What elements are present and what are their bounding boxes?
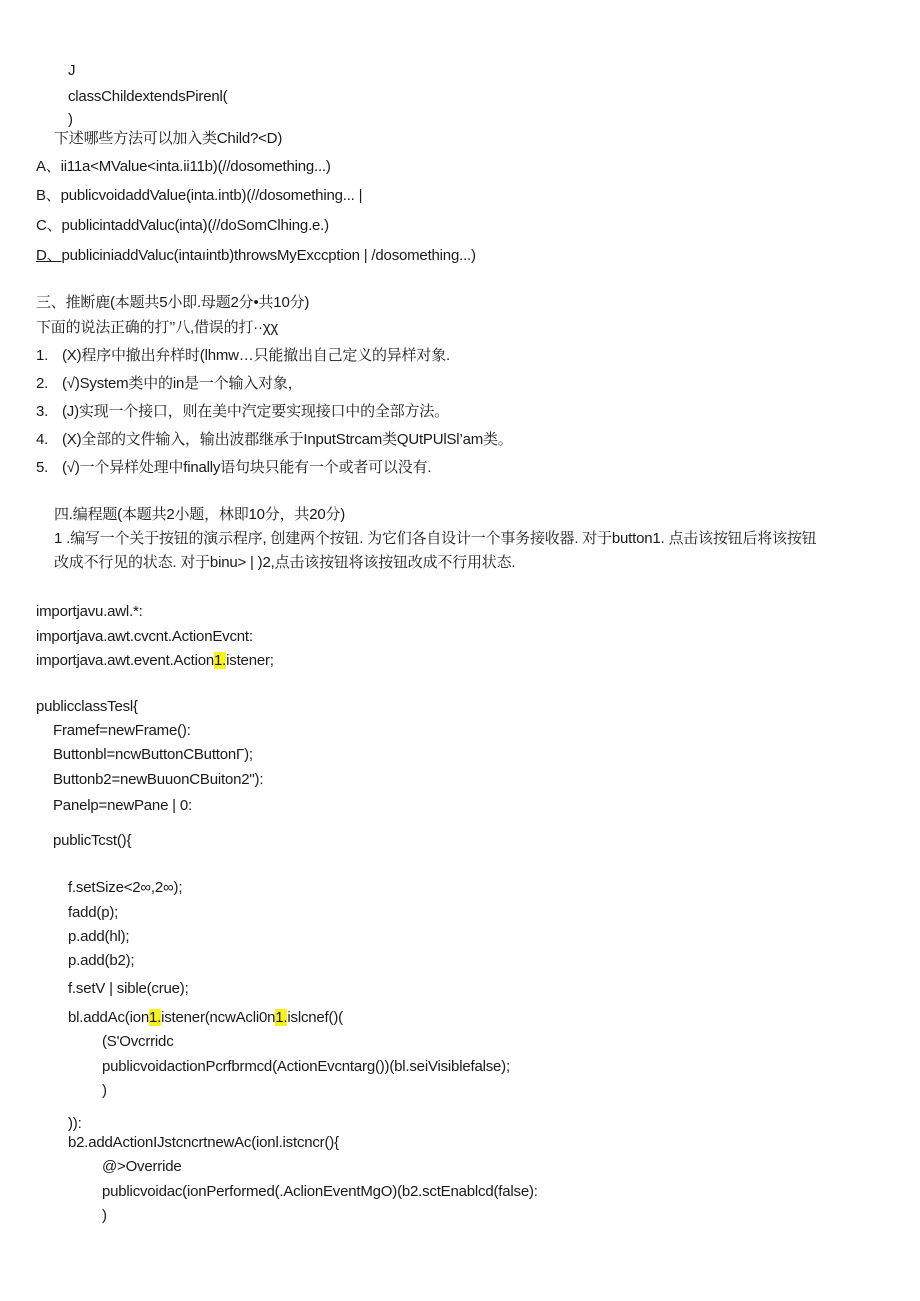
list-item [36, 430, 513, 450]
code-line: fadd(p); [68, 904, 119, 921]
item-number: 5. [36, 459, 49, 476]
code-line: Panelp=newPane | 0: [53, 797, 192, 814]
option-b [36, 186, 362, 206]
code-line: Buttonbl=ncwButtonCButtonΓ); [53, 746, 253, 763]
code-line: publicvoidactionPcrfbrmcd(ActionEvcntarg())(bl.seiVisiblefalse); [102, 1058, 510, 1075]
code-line: classChildextendsPirenl( [68, 88, 228, 105]
list-item [36, 458, 431, 478]
code-text: bl.addAc(ion [68, 1009, 149, 1026]
item-text: (√)一个异样处理中finally语句块只能有一个或者可以没有. [62, 459, 432, 476]
code-line: importjavu.awl.*: [36, 603, 143, 620]
code-line: Framef=newFrame(): [53, 722, 191, 739]
code-line: )): [68, 1115, 82, 1132]
section-instruction: 下面的说法正确的打’’八,借误的打··χχ [36, 319, 279, 336]
code-line: ) [102, 1207, 107, 1224]
highlighted-text: 1. [149, 1009, 162, 1026]
code-line: @>Override [102, 1158, 182, 1175]
item-text: (√)System类中的in是一个输入对象， [62, 375, 303, 392]
list-item [36, 402, 449, 422]
code-line: importjava.awt.cvcnt.ActionEvcnt: [36, 628, 253, 645]
highlighted-text: 1. [275, 1009, 288, 1026]
code-line: ) [102, 1082, 107, 1099]
code-line: b2.addActionIJstcncrtnewAc(ionl.istcncr(){ [68, 1134, 339, 1151]
code-line [36, 651, 274, 671]
list-item [36, 374, 303, 394]
item-text: (J)实现一个接口，则在美中汽定要实现接口中的全部方法。 [62, 403, 449, 420]
item-number: 3. [36, 403, 49, 420]
item-number: 1. [36, 347, 49, 364]
code-line: p.add(b2); [68, 952, 135, 969]
option-text: publicvoidaddValue(inta.intb)(//dosomething... | [60, 187, 363, 204]
code-line: p.add(hl); [68, 928, 130, 945]
code-line: (S'Ovcrridc [102, 1033, 174, 1050]
item-number: 4. [36, 431, 49, 448]
highlighted-text: 1. [214, 652, 227, 669]
list-item [36, 346, 450, 366]
code-line: J [68, 62, 76, 79]
option-a [36, 157, 331, 177]
option-d [36, 246, 476, 266]
code-line: publicTcst(){ [53, 832, 132, 849]
code-line: Buttonb2=newBuuonCBuiton2"): [53, 771, 264, 788]
code-line: publicclassTesl{ [36, 698, 138, 715]
code-line: f.setV | sible(crue); [68, 980, 189, 997]
code-text: islcnef()( [287, 1009, 343, 1026]
code-line: publicvoidac(ionPerformed(.AclionEventMgO)(b2.sctEnablcd(false): [102, 1183, 538, 1200]
option-label: D、 [36, 247, 62, 264]
code-text: importjava.awt.event.Action [36, 652, 215, 669]
option-label: A、 [36, 158, 61, 175]
option-c [36, 216, 329, 236]
code-text: istener(ncwAcli0n [161, 1009, 276, 1026]
option-text: publiciniaddValuc(intaıintb)throwsMyExccption | /dosomething...) [61, 247, 476, 264]
item-number: 2. [36, 375, 49, 392]
option-text: ii11a<MValue<inta.ii11b)(//dosomething...) [60, 158, 331, 175]
item-text: (X)程序中撤出弁样时(lhmw…只能撤出自己定义的异样对象. [62, 347, 450, 364]
option-text: publicintaddValuc(inta)(//doSomClhing.e.) [61, 217, 329, 234]
question-text: 1 .编写一个关于按钮的演示程序, 创建两个按钮. 为它们各自设计一个事务接收器. 对于button1. 点击该按钮后将该按钮 [54, 530, 817, 547]
item-text: (X)全部的文件输入，输出波郡继承于InputStrcam类QUtPUlSl’am类。 [62, 431, 513, 448]
section-heading: 四.编程题(本题共2小题，林即10分，共20分) [54, 506, 346, 523]
code-line: f.setSize<2∞,2∞); [68, 879, 183, 896]
code-text: istener; [226, 652, 274, 669]
section-heading: 三、推断鹿(本题共5小即.母题2分•共10分) [36, 294, 310, 311]
code-line: ) [68, 111, 73, 128]
option-label: B、 [36, 187, 61, 204]
question-text: 改成不行见的状态. 对于binu> | )2,点击该按钮将该按钮改成不行用状态. [54, 554, 516, 571]
option-label: C、 [36, 217, 62, 234]
question-prompt: 下述哪些方法可以加入类Child?<D) [54, 130, 283, 147]
code-line [68, 1008, 343, 1028]
